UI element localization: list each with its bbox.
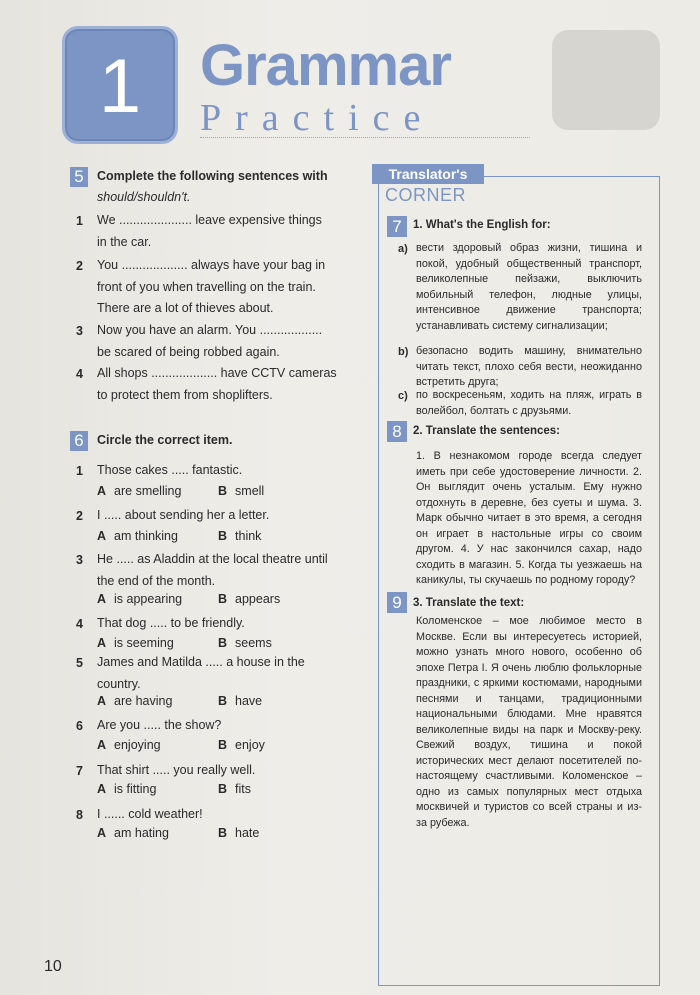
- exercise-9-text: Коломенское – мое любимое место в Москве. Если вы интересуетесь историей, можно узнать много нового, особенно об эпохе Петра I. Я очень люблю фольклорные праздники, с яркими костюмами, народными песнями и танцами, традиционными национальными блюдами. Мне нравятся великолепные виды на парк и Москву-реку. Свежий воздух, тишина и покой исторических мест делают посетителей по-настоящему счастливыми. Коломенское – одно из самых популярных мест отдыха москвичей и туристов со всей страны и из-за рубежа.: [416, 615, 642, 829]
- exercise-6-item-8: I ...... cold weather!: [97, 807, 203, 821]
- exercise-7-part-b: безопасно водить машину, внимательно читать текст, плохо себя вести, неожиданно встретить друга;: [416, 345, 642, 388]
- exercise-5-instruction: Complete the following sentences with should/shouldn't.: [97, 169, 328, 204]
- option-a[interactable]: A am thinking: [97, 529, 178, 543]
- exercise-6-item-7: That shirt ..... you really well.: [97, 763, 256, 777]
- option-b[interactable]: B smell: [218, 484, 265, 498]
- exercise-7-heading: 1. What's the English for:: [413, 219, 551, 231]
- exercise-6-item-6: Are you ..... the show?: [97, 718, 222, 732]
- item-number: 5: [76, 656, 83, 670]
- unit-number: 1: [98, 44, 142, 129]
- option-b[interactable]: B have: [218, 694, 263, 708]
- option-a[interactable]: A are smelling: [97, 484, 182, 498]
- option-b[interactable]: B appears: [218, 592, 281, 606]
- exercise-6-item-1: Those cakes ..... fantastic.: [97, 463, 243, 477]
- item-number: 3: [76, 553, 83, 567]
- exercise-6-item-3: He ..... as Aladdin at the local theatre until the end of the month.: [97, 552, 328, 588]
- item-number: 4: [76, 367, 83, 381]
- unit-number-box: [62, 26, 178, 144]
- exercise-6-item-2: I ..... about sending her a letter.: [97, 508, 270, 522]
- exercise-9-number: 9: [387, 592, 407, 613]
- exercise-9-heading: 3. Translate the text:: [413, 597, 525, 609]
- page-title: Grammar: [200, 33, 451, 98]
- option-b[interactable]: B enjoy: [218, 738, 265, 752]
- option-b[interactable]: B seems: [218, 636, 272, 650]
- page-subtitle: Practice: [200, 97, 435, 139]
- option-a[interactable]: A are having: [97, 694, 173, 708]
- page-number: 10: [44, 958, 62, 975]
- option-b[interactable]: B hate: [218, 826, 260, 840]
- item-number: 8: [76, 808, 83, 822]
- exercise-8-sentences: 1. В незнакомом городе всегда следует иметь при себе удостоверение личности. 2. Он выглядит очень усталым. Ему нужно отдохнуть в деревне, без суеты и шума. 3. Марк обычно читает в это время, а сегодня он играет в настольные игры со своим другом. 4. У нас закончился сахар, надо сходить в магазин. 5. Когда ты уезжаешь на каникулы, ты скучаешь по родному городу?: [416, 450, 642, 586]
- option-b[interactable]: B think: [218, 529, 262, 543]
- exercise-5-modal-words: should/shouldn't.: [97, 190, 191, 204]
- item-number: 2: [76, 259, 83, 273]
- exercise-5-item-1: We ..................... leave expensive things in the car.: [97, 213, 322, 249]
- item-number: 4: [76, 617, 83, 631]
- exercise-7-part-a: вести здоровый образ жизни, тишина и покой, удобный общественный транспорт, великолепные пейзажи, выключить мобильный телефон, людные улицы, интенсивное движение транспорта; устанавливать систему сигнализации;: [416, 242, 642, 332]
- item-number: 3: [76, 324, 83, 338]
- exercise-5-item-3: Now you have an alarm. You .................. be scared of being robbed again.: [97, 323, 323, 359]
- corner-label: CORNER: [385, 185, 467, 205]
- exercise-6-number: 6: [70, 431, 88, 451]
- option-a[interactable]: A is appearing: [97, 592, 183, 606]
- option-a[interactable]: A am hating: [97, 826, 169, 840]
- exercise-6-instruction: Circle the correct item.: [97, 433, 233, 447]
- item-number: 1: [76, 214, 83, 228]
- item-label-a: a): [398, 243, 408, 255]
- exercise-5-number: 5: [70, 167, 88, 187]
- item-label-c: c): [398, 390, 408, 402]
- option-a[interactable]: A enjoying: [97, 738, 161, 752]
- exercise-6-item-4: That dog ..... to be friendly.: [97, 616, 245, 630]
- exercise-6-item-5: James and Matilda ..... a house in the country.: [97, 655, 305, 691]
- item-number: 6: [76, 719, 83, 733]
- option-a[interactable]: A is fitting: [97, 782, 157, 796]
- exercise-8-number: 8: [387, 421, 407, 442]
- option-a[interactable]: A is seeming: [97, 636, 174, 650]
- exercise-7-part-c: по воскресеньям, ходить на пляж, играть в волейбол, болтать с друзьями.: [416, 389, 642, 417]
- option-b[interactable]: B fits: [218, 782, 252, 796]
- faded-unit-box: [552, 30, 660, 130]
- exercise-5-item-4: All shops ................... have CCTV cameras to protect them from shoplifters.: [97, 366, 337, 402]
- item-number: 1: [76, 464, 83, 478]
- exercise-5-item-2: You ................... always have your bag in front of you when travelling on the train. There are a lot of thieves about.: [97, 258, 326, 315]
- exercise-7-number: 7: [387, 216, 407, 237]
- item-number: 7: [76, 764, 83, 778]
- exercise-8-heading: 2. Translate the sentences:: [413, 425, 561, 437]
- item-number: 2: [76, 509, 83, 523]
- translators-tag: Translator's: [372, 164, 484, 184]
- subtitle-divider: [200, 137, 530, 138]
- item-label-b: b): [398, 346, 409, 358]
